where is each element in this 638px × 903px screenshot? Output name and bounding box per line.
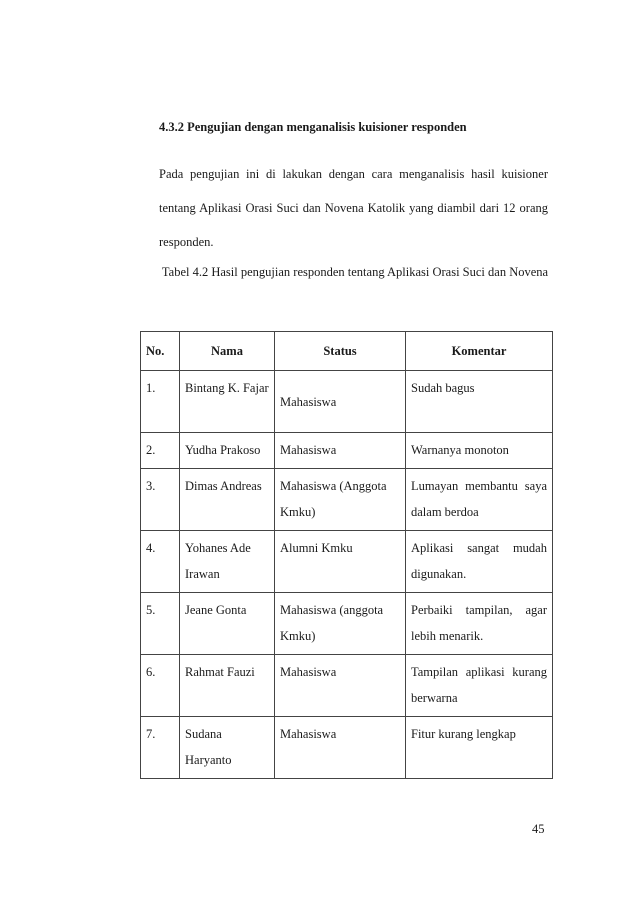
cell-status: Mahasiswa: [275, 371, 406, 433]
header-nama: Nama: [180, 332, 275, 371]
cell-komentar: Aplikasi sangat mudah digunakan.: [406, 531, 553, 593]
cell-no: 2.: [141, 433, 180, 469]
cell-status: Mahasiswa: [275, 717, 406, 779]
cell-komentar: Tampilan aplikasi kurang berwarna: [406, 655, 553, 717]
table-caption: Tabel 4.2 Hasil pengujian responden tentang Aplikasi Orasi Suci dan Novena: [161, 265, 549, 279]
header-no: No.: [141, 332, 180, 371]
results-table: [140, 331, 553, 779]
cell-status: Mahasiswa: [275, 655, 406, 717]
cell-no: 1.: [141, 371, 180, 433]
section-heading: 4.3.2 Pengujian dengan menganalisis kuisioner responden: [159, 120, 467, 134]
cell-nama: Sudana Haryanto: [180, 717, 275, 779]
table-row: [141, 371, 553, 433]
cell-komentar: Warnanya monoton: [406, 433, 553, 469]
cell-status: Mahasiswa (Anggota Kmku): [275, 469, 406, 531]
table-row: [141, 593, 553, 655]
cell-komentar: Lumayan membantu saya dalam berdoa: [406, 469, 553, 531]
cell-no: 3.: [141, 469, 180, 531]
cell-no: 5.: [141, 593, 180, 655]
cell-komentar: Perbaiki tampilan, agar lebih menarik.: [406, 593, 553, 655]
cell-status: Alumni Kmku: [275, 531, 406, 593]
page-number: 45: [532, 822, 545, 836]
cell-nama: Yohanes Ade Irawan: [180, 531, 275, 593]
cell-nama: Bintang K. Fajar: [180, 371, 275, 433]
cell-nama: Yudha Prakoso: [180, 433, 275, 469]
cell-nama: Dimas Andreas: [180, 469, 275, 531]
table-row: [141, 433, 553, 469]
cell-komentar: Sudah bagus: [406, 371, 553, 433]
cell-no: 7.: [141, 717, 180, 779]
table-header-row: [141, 332, 553, 371]
table-row: [141, 717, 553, 779]
cell-no: 4.: [141, 531, 180, 593]
cell-nama: Jeane Gonta: [180, 593, 275, 655]
cell-nama: Rahmat Fauzi: [180, 655, 275, 717]
body-paragraph: Pada pengujian ini di lakukan dengan cara menganalisis hasil kuisioner tentang Aplikasi Orasi Suci dan Novena Katolik yang diambil dari 12 orang responden.: [159, 167, 548, 249]
table-row: [141, 655, 553, 717]
header-status: Status: [275, 332, 406, 371]
table-row: [141, 531, 553, 593]
cell-komentar: Fitur kurang lengkap: [406, 717, 553, 779]
cell-status: Mahasiswa (anggota Kmku): [275, 593, 406, 655]
header-komentar: Komentar: [406, 332, 553, 371]
table-row: [141, 469, 553, 531]
cell-status: Mahasiswa: [275, 433, 406, 469]
cell-no: 6.: [141, 655, 180, 717]
